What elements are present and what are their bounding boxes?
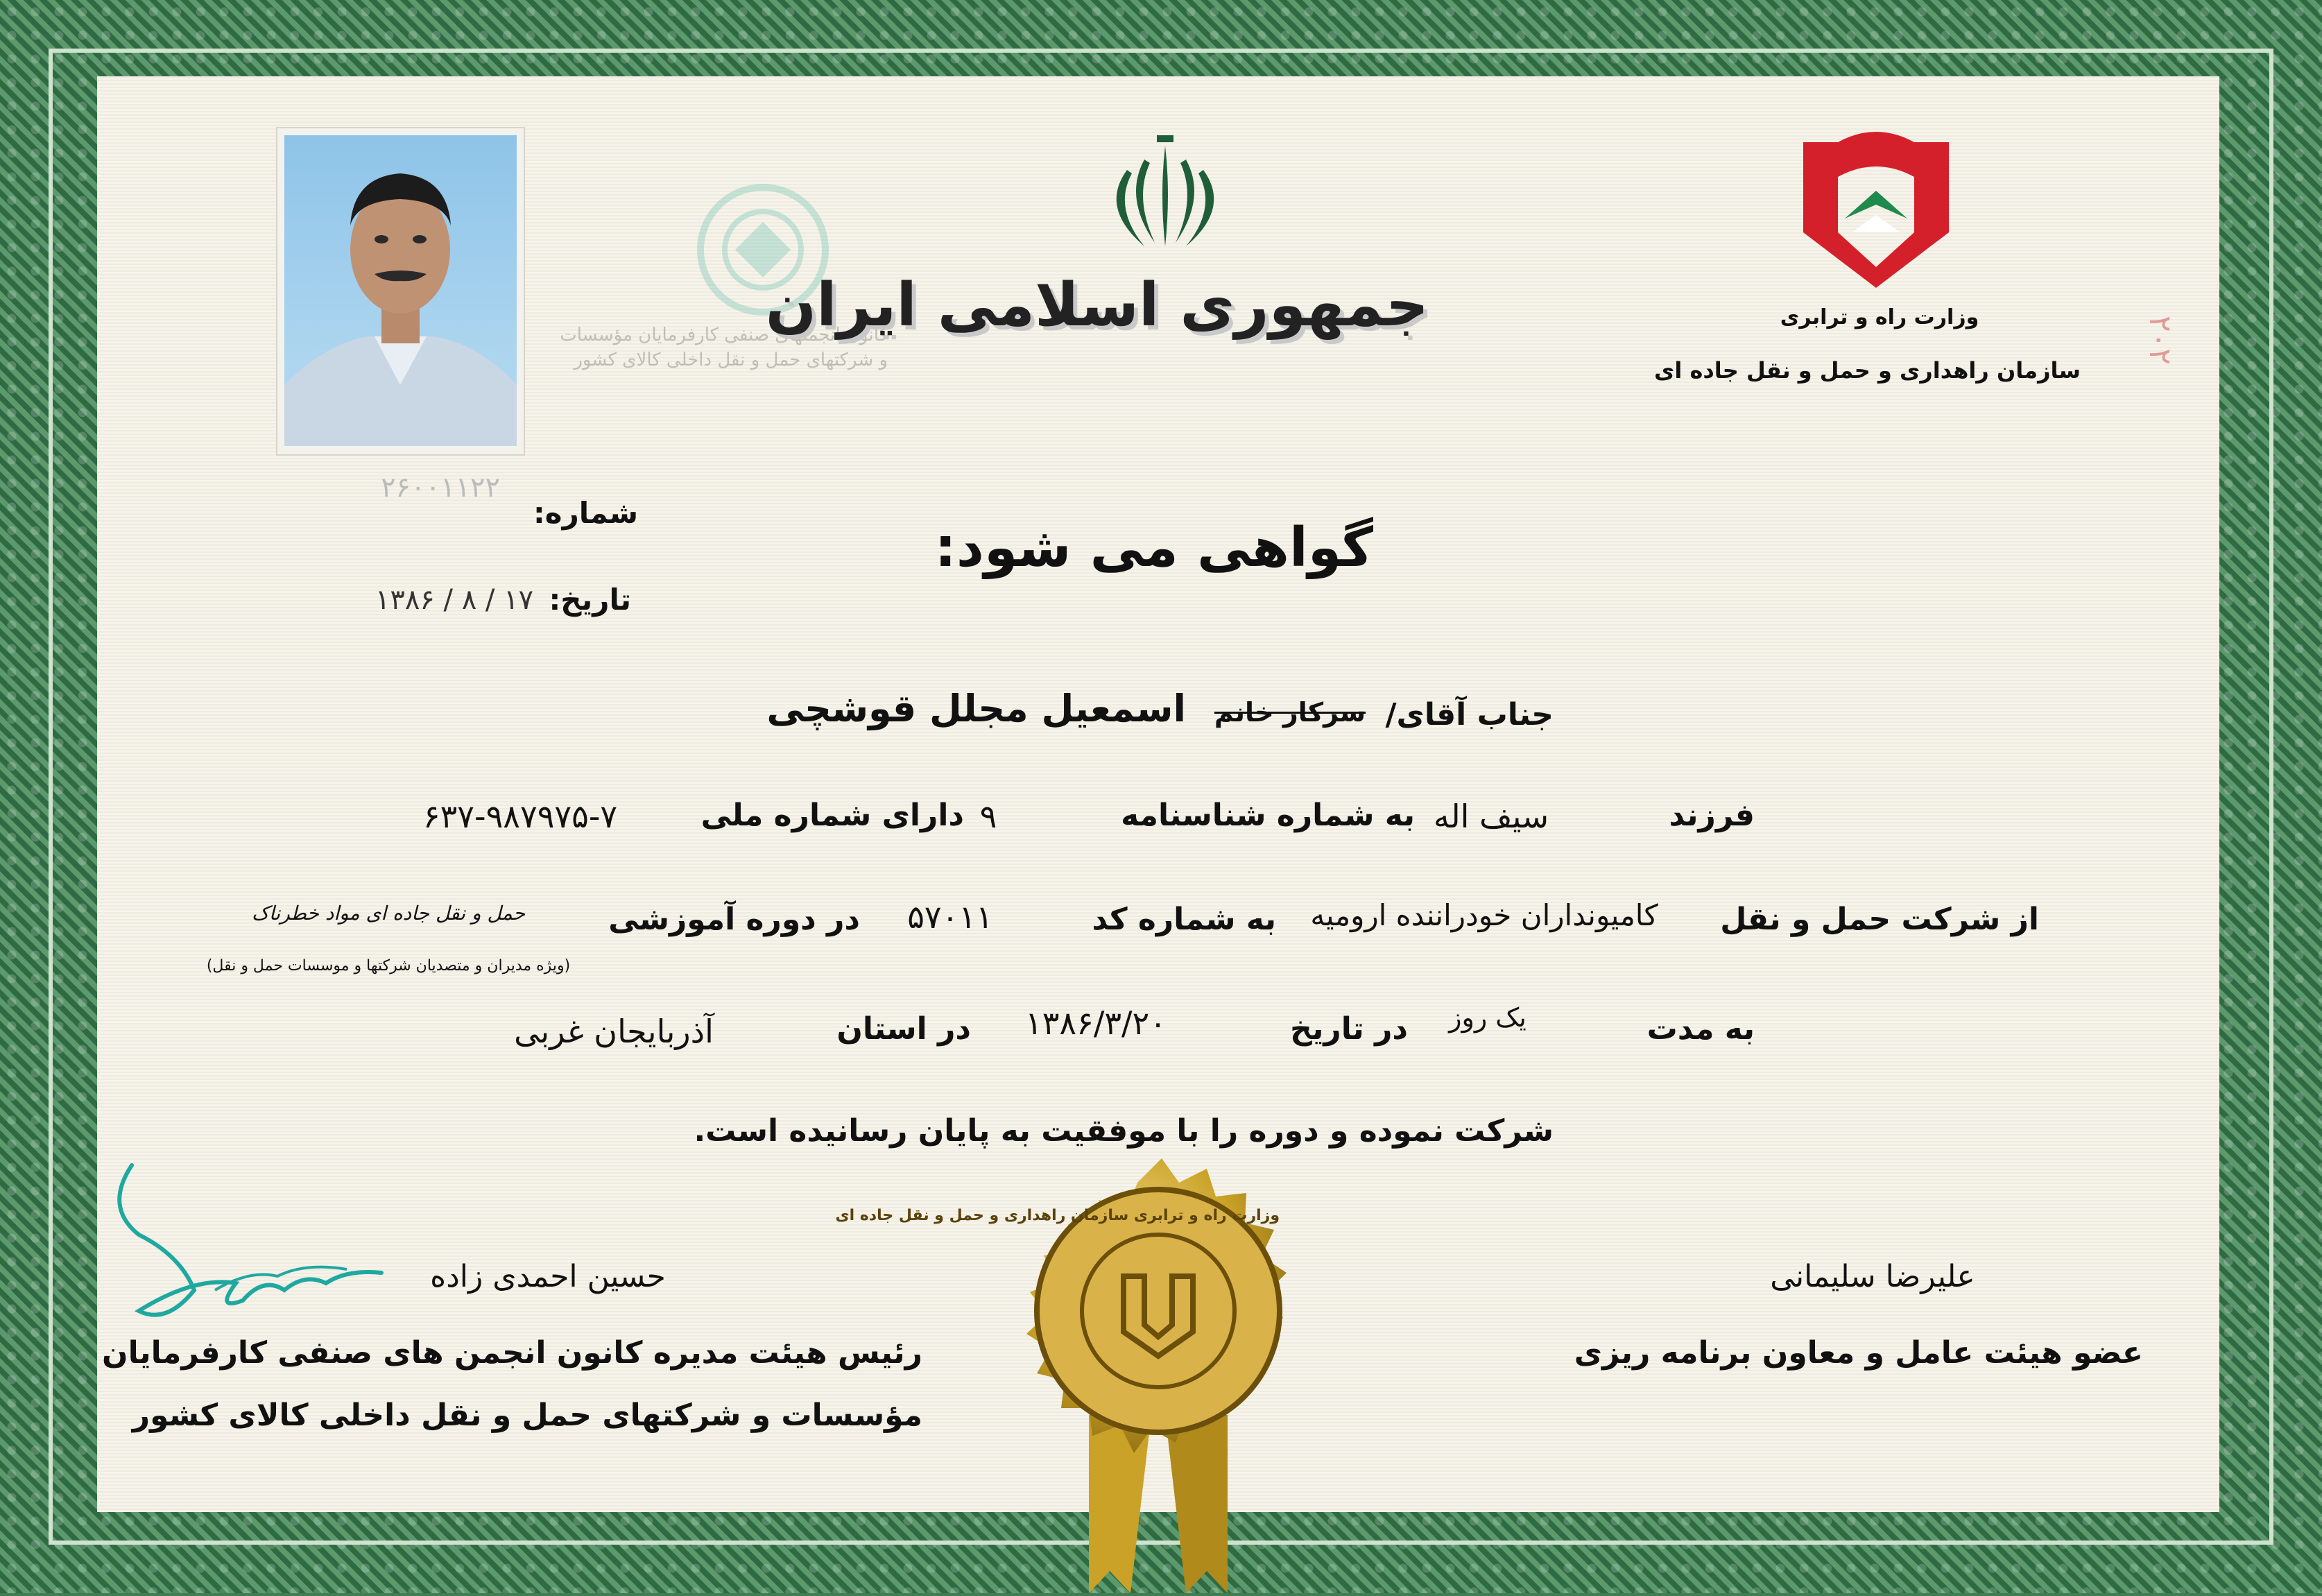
id-label: به شماره شناسنامه (1121, 798, 1415, 833)
number-value: ۲۶۰۰۱۱۲۲ (381, 472, 500, 504)
number-label: شماره: (533, 496, 638, 530)
watermark-line-2: و شرکتهای حمل و نقل داخلی کالای کشور (574, 350, 888, 370)
left-signatory-title-2: مؤسسات و شرکتهای حمل و نقل داخلی کالای کشور (132, 1398, 922, 1433)
signature-image (97, 1151, 388, 1359)
course-date: ۱۳۸۶/۳/۲۰ (1025, 1004, 1167, 1042)
duration-value: یک روز (1449, 1002, 1526, 1033)
course-date-label: در تاریخ (1290, 1011, 1408, 1047)
struck-title: سرکار خانم (1214, 697, 1366, 728)
national-id-number: ۶۳۷-۹۸۷۹۷۵-۷ (422, 798, 618, 835)
seal-text: وزارت راه و ترابری سازمان راهداری و حمل و نقل جاده ای (835, 1207, 1280, 1224)
company-code: ۵۷۰۱۱ (907, 898, 993, 936)
duration-label: به مدت (1646, 1011, 1755, 1047)
code-label: به شماره کد (1092, 902, 1276, 937)
child-of-label: فرزند (1669, 798, 1755, 833)
left-signatory-name: حسین احمدی زاده (430, 1259, 666, 1294)
course-note: (ویژه مدیران و متصدیان شرکتها و موسسات حمل و نقل) (206, 957, 571, 975)
ministry-logo-icon (1796, 128, 1956, 288)
person-portrait (284, 135, 517, 446)
date-label: تاریخ: (549, 583, 631, 617)
iran-emblem-icon (1096, 132, 1235, 257)
left-signatory-title-1: رئیس هیئت مدیره کانون انجمن های صنفی کارفرمایان (102, 1335, 922, 1371)
issue-date: ۱۳۸۶ / ۸ / ۱۷ (375, 584, 534, 616)
right-signatory-title: عضو هیئت عامل و معاون برنامه ریزی (1574, 1335, 2143, 1371)
organization-name: سازمان راهداری و حمل و نقل جاده ای (1654, 357, 2081, 384)
province-label: در استان (836, 1011, 971, 1047)
id-number: ۹ (979, 798, 997, 835)
father-name: سیف اله (1433, 798, 1549, 835)
salutation: جناب آقای/ (1385, 697, 1554, 732)
right-signatory-name: علیرضا سلیمانی (1770, 1259, 1975, 1294)
company-label: از شرکت حمل و نقل (1720, 902, 2039, 937)
holder-photo (277, 128, 524, 454)
country-name: جمهوری اسلامی ایران (765, 271, 1429, 340)
course-name: حمل و نقل جاده ای مواد خطرناک (251, 902, 526, 925)
watermark-line-1: کانون انجمنهای صنفی کارفرمایان مؤسسات (560, 325, 888, 345)
course-label: در دوره آموزشی (608, 902, 860, 937)
closing-statement: شرکت نموده و دوره را با موفقیت به پایان رسانیده است. (694, 1113, 1554, 1149)
national-id-label: دارای شماره ملی (700, 798, 964, 833)
ministry-name: وزارت راه و ترابری (1780, 305, 1979, 329)
holder-name: اسمعیل مجلل قوشچی (766, 687, 1186, 730)
certificate-title: گواهی می شود: (934, 517, 1373, 579)
company-name: کامیونداران خودراننده ارومیه (1310, 898, 1658, 932)
province-name: آذربایجان غربی (514, 1013, 714, 1050)
side-number: ۲۰۲ (2142, 315, 2178, 365)
